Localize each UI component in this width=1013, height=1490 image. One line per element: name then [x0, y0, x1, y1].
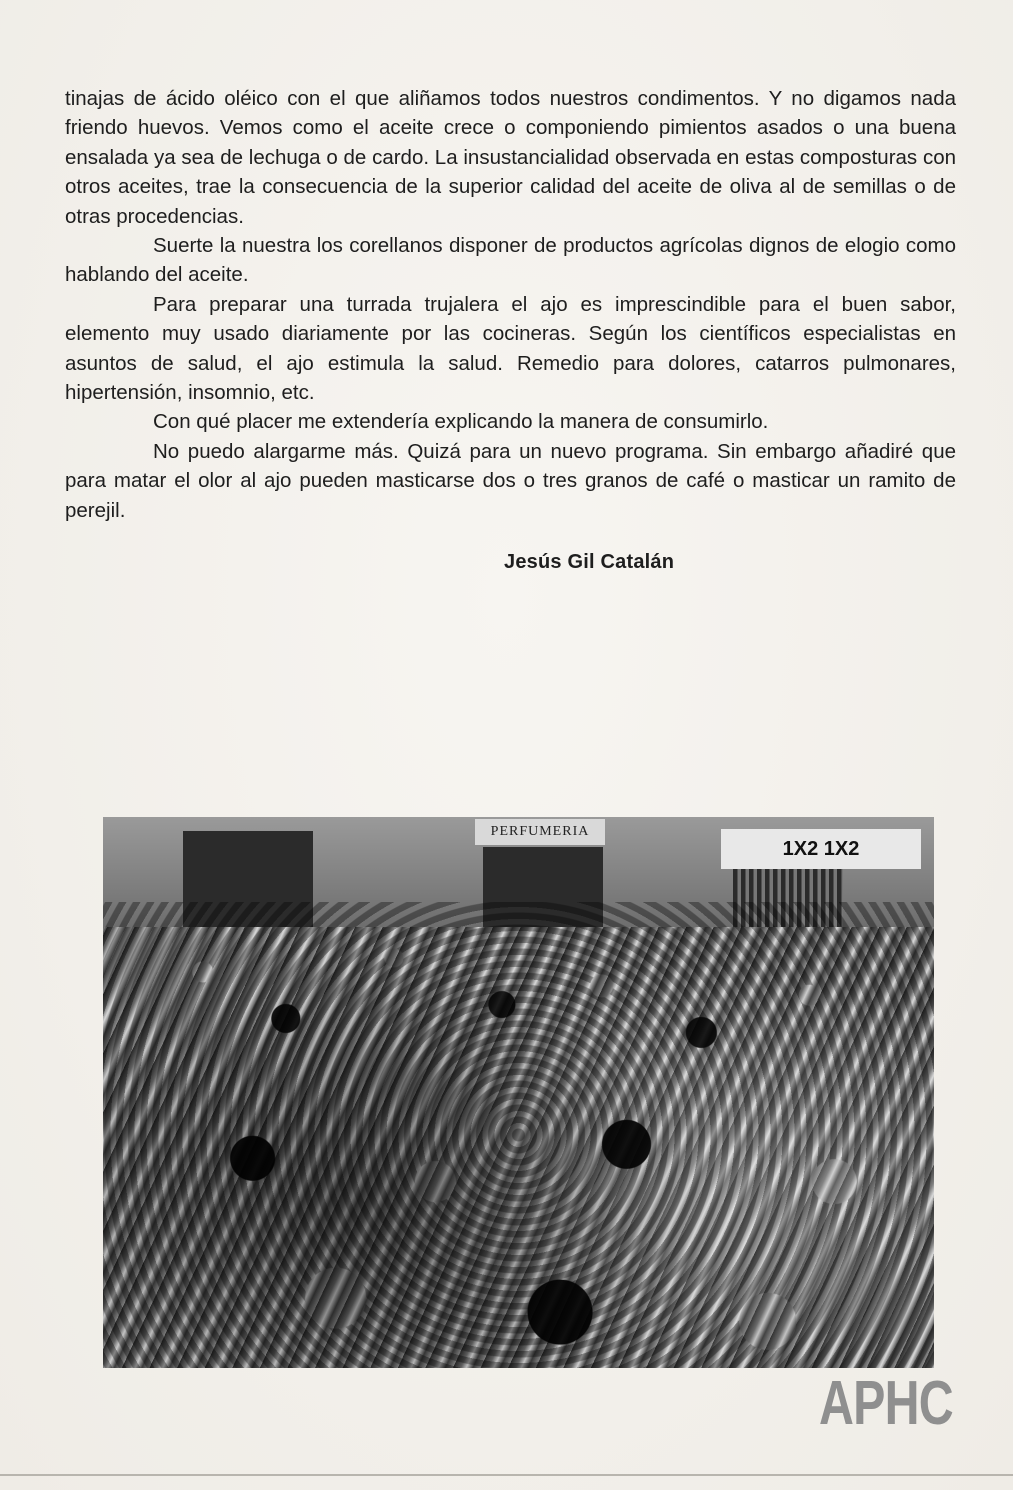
crowd-photo	[103, 817, 934, 1368]
article-body	[65, 84, 956, 525]
shop-sign-perfumeria: PERFUMERIA	[475, 819, 605, 845]
dancing-crowd	[103, 902, 934, 1368]
aphc-watermark: APHC	[819, 1369, 953, 1438]
paragraph-5: No puedo alargarme más. Quizá para un nuevo programa. Sin embargo añadiré que para matar el olor al ajo pueden masticarse dos o tres granos de café o masticar un ramito de perejil.	[65, 439, 956, 522]
paragraph-2: Suerte la nuestra los corellanos disponer de productos agrícolas dignos de elogio como hablando del aceite.	[65, 234, 956, 287]
paragraph-4: Con qué placer me extendería explicando la manera de consumirlo.	[153, 410, 769, 434]
page-bottom-rule	[0, 1474, 1013, 1476]
paragraph-3: Para preparar una turrada trujalera el ajo es imprescindible para el buen sabor, elemento muy usado diariamente por las cocineras. Según los científicos especialistas en asuntos de salud, el ajo estimula la salud. Remedio para dolores, catarros pulmonares, hipertensión, insomnio, etc.	[65, 292, 956, 405]
shop-sign-lottery: 1X2 1X2	[721, 829, 921, 869]
author-signature: Jesús Gil Catalán	[504, 551, 675, 573]
paragraph-1: tinajas de ácido oléico con el que aliñamos todos nuestros condimentos. Y no digamos nada friendo huevos. Vemos como el aceite crece o componiendo pimientos asados o una buena ensalada ya sea de lechuga o de cardo. La insustancialidad observada en estas composturas con otros aceites, trae la consecuencia de la superior calidad del aceite de oliva al de semillas o de otras procedencias.	[65, 87, 956, 228]
